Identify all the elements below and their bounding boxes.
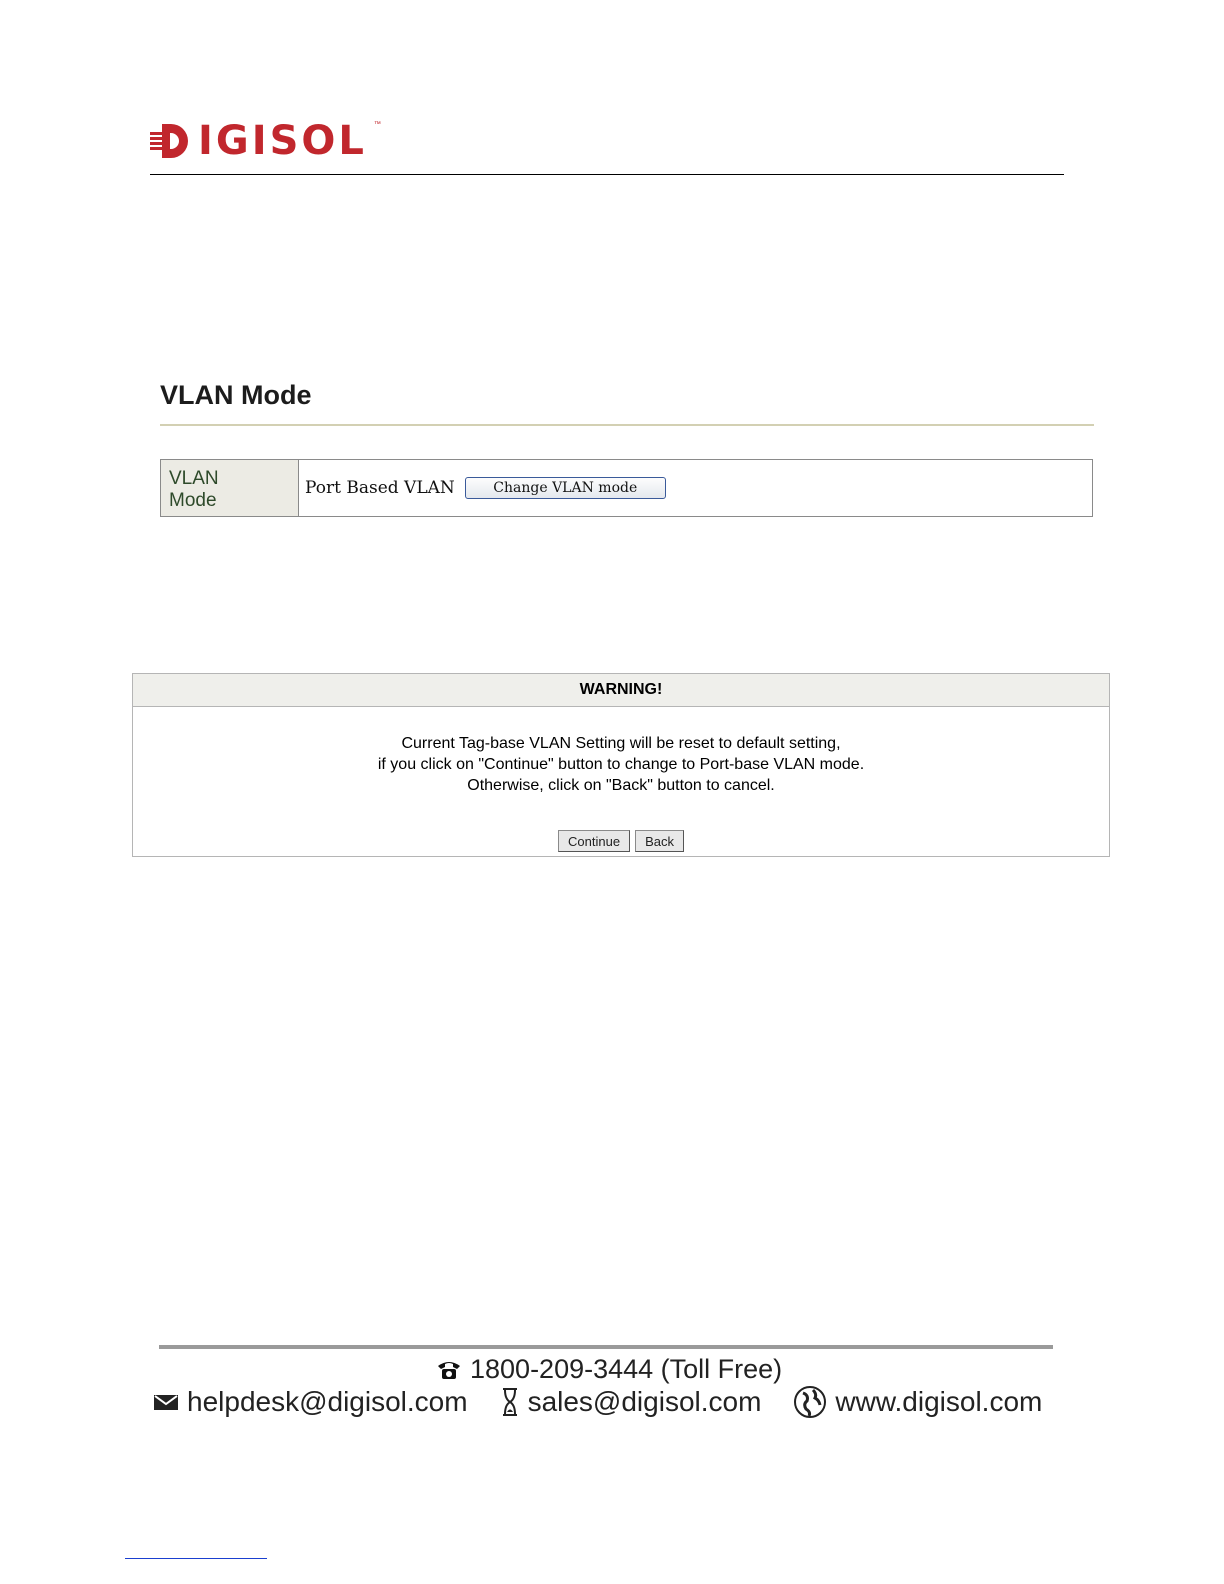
page-title: VLAN Mode (160, 380, 312, 410)
footer-sales (500, 1386, 762, 1418)
continue-button[interactable]: Continue (558, 830, 630, 852)
warning-line: if you click on "Continue" button to change to Port-base VLAN mode. (377, 756, 865, 773)
phone-number: 1800-209-3444 (Toll Free) (470, 1354, 783, 1384)
logo-d-mark (150, 122, 192, 160)
header-divider (150, 174, 1064, 175)
vlan-mode-table (160, 459, 1093, 517)
warning-buttons (133, 830, 1109, 852)
title-divider (160, 424, 1094, 426)
footer-email (153, 1386, 468, 1418)
footer-divider (159, 1345, 1053, 1349)
footer-web (793, 1385, 1042, 1419)
vlan-mode-label: VLAN Mode (161, 460, 299, 516)
warning-line: Current Tag-base VLAN Setting will be reset to default setting, (401, 735, 841, 752)
website-link[interactable]: www.digisol.com (835, 1386, 1043, 1417)
vlan-mode-value-cell (299, 460, 1092, 516)
mail-icon (153, 1392, 179, 1412)
logo-text: IGISOL (198, 118, 367, 164)
vlan-mode-value: Port Based VLAN (305, 478, 455, 498)
footnote-rule (125, 1558, 267, 1559)
logo-trademark: ™ (373, 121, 381, 128)
warning-dialog (132, 673, 1110, 857)
footer-phone (436, 1354, 782, 1385)
change-vlan-mode-button[interactable]: Change VLAN mode (465, 477, 666, 499)
warning-message (133, 707, 1109, 796)
hourglass-icon (500, 1387, 520, 1417)
sales-link[interactable]: sales@digisol.com (527, 1386, 762, 1417)
globe-icon (793, 1385, 827, 1419)
back-button[interactable]: Back (635, 830, 684, 852)
warning-line: Otherwise, click on "Back" button to cancel. (467, 777, 775, 794)
email-link[interactable]: helpdesk@digisol.com (187, 1386, 468, 1417)
phone-icon (436, 1360, 462, 1380)
digisol-logo (150, 118, 381, 164)
warning-heading: WARNING! (133, 674, 1109, 707)
footer-contacts (153, 1385, 1042, 1419)
